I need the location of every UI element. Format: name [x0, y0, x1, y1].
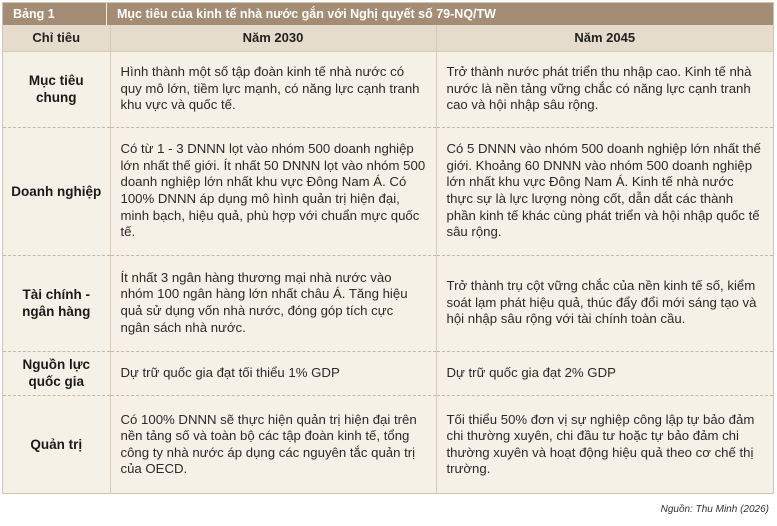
table-frame	[2, 2, 774, 494]
header-2030: Năm 2030	[110, 25, 436, 51]
row-label: Nguồn lực quốc gia	[3, 351, 110, 395]
table-title: Mục tiêu của kinh tế nhà nước gắn với Nghị quyết số 79-NQ/TW	[117, 7, 496, 21]
header-criteria: Chỉ tiêu	[3, 25, 110, 51]
row-label: Quản trị	[3, 395, 110, 494]
cell-2030: Có 100% DNNN sẽ thực hiện quản trị hiện đại trên nền tảng số và toàn bộ các tập đoàn kinh tế, tổng công ty nhà nước áp dụng các nguyên tắc quản trị của OECD.	[110, 395, 436, 494]
table-row	[3, 51, 773, 127]
row-label: Doanh nghiệp	[3, 127, 110, 255]
table-row	[3, 351, 773, 395]
table-number-label: Bảng 1	[3, 3, 107, 25]
table-title-bar	[3, 3, 773, 25]
cell-2045: Dự trữ quốc gia đạt 2% GDP	[436, 351, 773, 395]
objectives-table	[3, 25, 773, 494]
source-note: Nguồn: Thu Minh (2026)	[660, 504, 769, 515]
row-label: Mục tiêu chung	[3, 51, 110, 127]
cell-2045: Trở thành trụ cột vững chắc của nền kinh tế số, kiểm soát lạm phát hiệu quả, thúc đẩy đổi mới sáng tạo và hội nhập sâu rộng với tài chính toàn cầu.	[436, 255, 773, 351]
cell-2045: Tối thiểu 50% đơn vị sự nghiệp công lập tự bảo đảm chi thường xuyên, chi đầu tư hoặc tự bảo đảm chi thường xuyên và hoạt động hiệu quả theo cơ chế thị trường.	[446, 411, 755, 477]
cell-2030: Hình thành một số tập đoàn kinh tế nhà nước có quy mô lớn, tiềm lực mạnh, có năng lực cạnh tranh khu vực và quốc tế.	[110, 51, 436, 127]
table-row	[3, 127, 773, 255]
cell-2030: Có từ 1 - 3 DNNN lọt vào nhóm 500 doanh nghiệp lớn nhất thế giới. Ít nhất 50 DNNN lọt vào nhóm 500 doanh nghiệp lớn nhất khu vực Đông Nam Á. Có 100% DNNN áp dụng mô hình quản trị hiện đại, minh bạch, hiệu quả, phù hợp với chuẩn mực quốc tế.	[110, 127, 436, 255]
table-row	[3, 255, 773, 351]
cell-2030: Dự trữ quốc gia đạt tối thiểu 1% GDP	[110, 351, 436, 395]
cell-2045: Trở thành nước phát triển thu nhập cao. Kinh tế nhà nước là nền tảng vững chắc có năng lực cạnh tranh cao và hội nhập sâu rộng.	[436, 51, 773, 127]
table-row	[3, 395, 773, 494]
table-header-row	[3, 25, 773, 51]
row-label: Tài chính - ngân hàng	[3, 255, 110, 351]
header-2045: Năm 2045	[436, 25, 773, 51]
cell-2045: Có 5 DNNN vào nhóm 500 doanh nghiệp lớn nhất thế giới. Khoảng 60 DNNN vào nhóm 500 doanh nghiệp lớn nhất khu vực Đông Nam Á. Kinh tế nhà nước thực sự là lực lượng nòng cốt, dẫn dắt các thành phần kinh tế khác cùng phát triển và hội nhập quốc tế sâu rộng.	[436, 127, 773, 255]
cell-2030: Ít nhất 3 ngân hàng thương mại nhà nước vào nhóm 100 ngân hàng lớn nhất châu Á. Tăng hiệu quả sử dụng vốn nhà nước, đóng góp tích cực ngân sách nhà nước.	[110, 255, 436, 351]
